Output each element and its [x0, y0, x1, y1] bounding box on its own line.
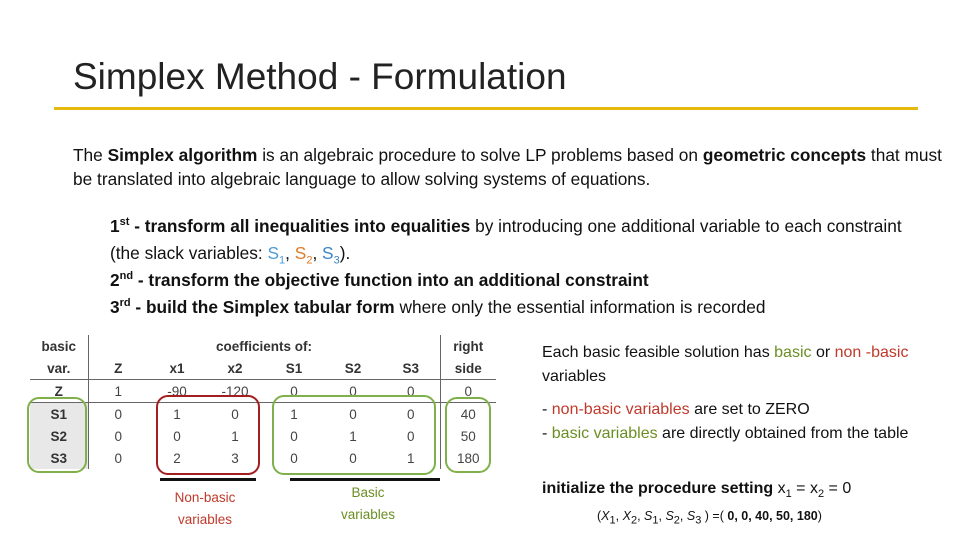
table-row: S3 0 2 3 0 0 1 180: [30, 447, 496, 469]
title-underline: [54, 107, 918, 110]
nonbasic-caption: Non-basic variables: [174, 490, 236, 527]
rhs-column-highlight: [445, 397, 491, 473]
header-coefficients: coefficients of:: [88, 335, 440, 357]
steps-list: [110, 213, 930, 321]
col-header: Z: [88, 357, 148, 380]
table-row: S1 0 1 0 1 0 0 40: [30, 403, 496, 426]
header-basic: basic: [30, 335, 88, 357]
nonbasic-underline: [160, 478, 256, 481]
basic-columns-highlight: [272, 395, 436, 475]
col-header: S2: [324, 357, 382, 380]
col-header: S3: [382, 357, 440, 380]
slide-title: Simplex Method - Formulation: [73, 56, 567, 97]
initial-solution-tuple: ($X_1$, $X_2$, $S_1$, $S_2$, $S_3$ ) =( 0, 0, 40, 50, 180): [597, 509, 822, 527]
col-header: S1: [264, 357, 324, 380]
header-right: right: [453, 338, 484, 354]
col-header: x2: [206, 357, 264, 380]
basic-var-column-highlight: [27, 397, 87, 473]
variable-rules: - non-basic variables are set to ZERO - basic variables are directly obtained from the table: [542, 401, 909, 442]
basic-caption: Basic variables: [340, 485, 396, 522]
initialize-note: initialize the procedure setting $x_1 = x_2 = 0$: [542, 480, 852, 501]
table-row: S2 0 0 1 0 1 0 50: [30, 425, 496, 447]
intro-paragraph: The Simplex algorithm is an algebraic procedure to solve LP problems based on geometric concepts that must be translated into algebraic language to allow solving systems of equations.: [73, 145, 942, 189]
step-3: 3rd - build the Simplex tabular form where only the essential information is recorded: [110, 297, 766, 317]
step-1: 1st - transform all inequalities into equalities by introducing one additional variable to each constraint (the slack variables: $S_1$, $S_2$, $S_3$).: [110, 216, 902, 267]
feasible-solution-note: Each basic feasible solution has basic or non -basic variables: [542, 344, 909, 385]
header-side: side: [440, 357, 496, 380]
table-row: Z 1 -90 -120 0 0 0 0: [30, 380, 496, 403]
step-2: 2nd - transform the objective function into an additional constraint: [110, 270, 649, 290]
header-var: var.: [30, 357, 88, 380]
nonbasic-columns-highlight: [156, 395, 260, 475]
col-header: x1: [148, 357, 206, 380]
basic-underline: [290, 478, 440, 481]
